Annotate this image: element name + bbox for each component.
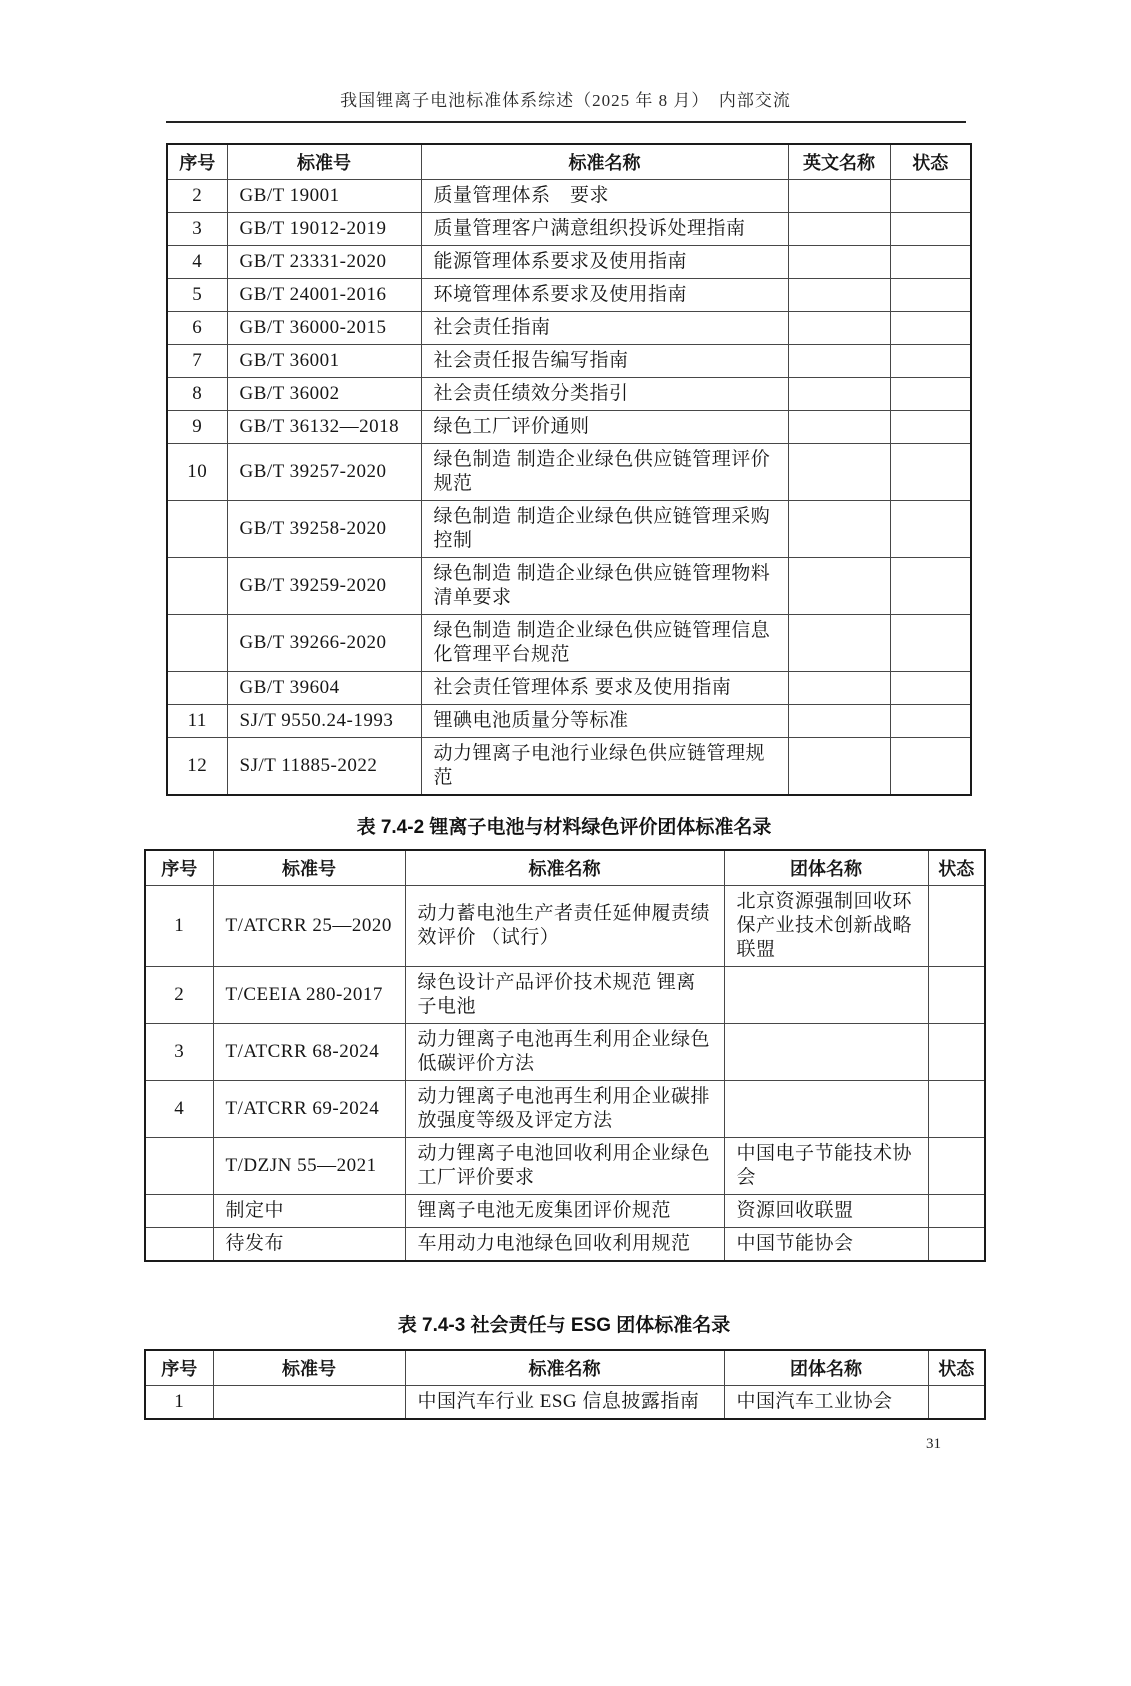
table-row — [145, 1024, 985, 1081]
cell-name: 绿色设计产品评价技术规范 锂离子电池 — [405, 967, 724, 1024]
cell-org: 北京资源强制回收环保产业技术创新战略联盟 — [724, 886, 928, 967]
cell-name: 动力锂离子电池再生利用企业碳排放强度等级及评定方法 — [405, 1081, 724, 1138]
cell-name: 质量管理体系 要求 — [421, 180, 788, 213]
table-row — [167, 615, 971, 672]
cell-status — [890, 672, 971, 705]
col-header-status: 状态 — [928, 1350, 985, 1386]
cell-no: 4 — [167, 246, 227, 279]
cell-code: T/CEEIA 280-2017 — [213, 967, 405, 1024]
col-header-org: 团体名称 — [724, 1350, 928, 1386]
col-header-code: 标准号 — [227, 144, 421, 180]
cell-no: 3 — [145, 1024, 213, 1081]
cell-status — [890, 558, 971, 615]
cell-status — [890, 411, 971, 444]
cell-status — [928, 1138, 985, 1195]
table-row — [145, 1195, 985, 1228]
cell-no: 6 — [167, 312, 227, 345]
table-row — [167, 411, 971, 444]
page-header: 我国锂离子电池标准体系综述（2025 年 8 月） 内部交流 — [340, 91, 791, 110]
cell-name: 动力锂离子电池行业绿色供应链管理规范 — [421, 738, 788, 796]
cell-en — [788, 615, 890, 672]
cell-status — [928, 1024, 985, 1081]
cell-code: T/ATCRR 68-2024 — [213, 1024, 405, 1081]
header-rule — [166, 121, 966, 123]
cell-no — [167, 558, 227, 615]
cell-code: GB/T 39258-2020 — [227, 501, 421, 558]
cell-org: 中国节能协会 — [724, 1228, 928, 1262]
cell-en — [788, 705, 890, 738]
cell-no: 12 — [167, 738, 227, 796]
table-row — [145, 886, 985, 967]
cell-org: 中国汽车工业协会 — [724, 1386, 928, 1420]
col-header-name: 标准名称 — [405, 850, 724, 886]
cell-status — [890, 312, 971, 345]
table-row — [167, 501, 971, 558]
cell-code: SJ/T 9550.24-1993 — [227, 705, 421, 738]
col-header-status: 状态 — [928, 850, 985, 886]
cell-no: 10 — [167, 444, 227, 501]
cell-no — [145, 1138, 213, 1195]
cell-en — [788, 378, 890, 411]
cell-code: GB/T 39266-2020 — [227, 615, 421, 672]
cell-status — [890, 501, 971, 558]
table-row — [167, 378, 971, 411]
table-row — [145, 1138, 985, 1195]
cell-code: T/ATCRR 25—2020 — [213, 886, 405, 967]
cell-en — [788, 312, 890, 345]
cell-en — [788, 501, 890, 558]
cell-code: GB/T 24001-2016 — [227, 279, 421, 312]
cell-name: 社会责任绩效分类指引 — [421, 378, 788, 411]
cell-en — [788, 444, 890, 501]
table-row — [145, 1228, 985, 1262]
cell-en — [788, 411, 890, 444]
cell-en — [788, 345, 890, 378]
cell-status — [890, 246, 971, 279]
table-743-caption: 表 7.4-3 社会责任与 ESG 团体标准名录 — [397, 1315, 731, 1336]
table-row — [167, 180, 971, 213]
cell-no: 4 — [145, 1081, 213, 1138]
cell-status — [890, 615, 971, 672]
cell-en — [788, 558, 890, 615]
esg-group-table-body — [145, 1386, 985, 1420]
cell-en — [788, 180, 890, 213]
table-row — [167, 279, 971, 312]
cell-name: 车用动力电池绿色回收利用规范 — [405, 1228, 724, 1262]
cell-code: GB/T 39604 — [227, 672, 421, 705]
cell-status — [890, 378, 971, 411]
green-group-table-body — [145, 886, 985, 1262]
green-group-standards-table — [144, 849, 986, 1262]
col-header-code: 标准号 — [213, 850, 405, 886]
cell-status — [890, 444, 971, 501]
cell-name: 锂离子电池无废集团评价规范 — [405, 1195, 724, 1228]
col-header-status: 状态 — [890, 144, 971, 180]
cell-status — [890, 213, 971, 246]
cell-no: 1 — [145, 1386, 213, 1420]
esg-group-standards-table — [144, 1349, 986, 1420]
cell-no: 3 — [167, 213, 227, 246]
cell-status — [928, 1195, 985, 1228]
cell-en — [788, 213, 890, 246]
cell-no — [167, 501, 227, 558]
cell-en — [788, 738, 890, 796]
cell-no: 2 — [167, 180, 227, 213]
cell-code: GB/T 36001 — [227, 345, 421, 378]
cell-no — [167, 672, 227, 705]
cell-code: 待发布 — [213, 1228, 405, 1262]
table-row — [167, 246, 971, 279]
cell-code: GB/T 39259-2020 — [227, 558, 421, 615]
cell-code: GB/T 39257-2020 — [227, 444, 421, 501]
cell-status — [890, 705, 971, 738]
cell-name: 绿色制造 制造企业绿色供应链管理评价规范 — [421, 444, 788, 501]
cell-name: 社会责任指南 — [421, 312, 788, 345]
cell-org — [724, 1024, 928, 1081]
cell-en — [788, 246, 890, 279]
cell-name: 绿色制造 制造企业绿色供应链管理采购控制 — [421, 501, 788, 558]
cell-name: 能源管理体系要求及使用指南 — [421, 246, 788, 279]
cell-status — [928, 1081, 985, 1138]
cell-code: GB/T 23331-2020 — [227, 246, 421, 279]
col-header-name: 标准名称 — [405, 1350, 724, 1386]
cell-status — [890, 345, 971, 378]
col-header-code: 标准号 — [213, 1350, 405, 1386]
cell-code: GB/T 19001 — [227, 180, 421, 213]
cell-status — [890, 279, 971, 312]
table-row — [145, 967, 985, 1024]
cell-name: 社会责任报告编写指南 — [421, 345, 788, 378]
cell-code: GB/T 36132—2018 — [227, 411, 421, 444]
cell-no: 8 — [167, 378, 227, 411]
cell-code: 制定中 — [213, 1195, 405, 1228]
table-row — [167, 444, 971, 501]
table-row — [167, 213, 971, 246]
cell-no: 5 — [167, 279, 227, 312]
header-row — [167, 144, 971, 180]
cell-org: 中国电子节能技术协会 — [724, 1138, 928, 1195]
cell-name: 动力锂离子电池再生利用企业绿色低碳评价方法 — [405, 1024, 724, 1081]
gb-standards-table — [166, 143, 972, 796]
table-row — [167, 558, 971, 615]
cell-no: 9 — [167, 411, 227, 444]
cell-name: 动力蓄电池生产者责任延伸履责绩效评价 （试行） — [405, 886, 724, 967]
header-row — [145, 850, 985, 886]
table-row — [167, 312, 971, 345]
cell-status — [890, 180, 971, 213]
col-header-name: 标准名称 — [421, 144, 788, 180]
cell-status — [890, 738, 971, 796]
cell-org — [724, 1081, 928, 1138]
cell-no — [167, 615, 227, 672]
table-row — [167, 705, 971, 738]
cell-name: 绿色工厂评价通则 — [421, 411, 788, 444]
cell-status — [928, 1386, 985, 1420]
cell-name: 绿色制造 制造企业绿色供应链管理物料清单要求 — [421, 558, 788, 615]
cell-no: 2 — [145, 967, 213, 1024]
col-header-no: 序号 — [145, 1350, 213, 1386]
header-row — [145, 1350, 985, 1386]
cell-no: 7 — [167, 345, 227, 378]
cell-en — [788, 279, 890, 312]
green-group-table-head — [145, 850, 985, 886]
col-header-org: 团体名称 — [724, 850, 928, 886]
cell-code — [213, 1386, 405, 1420]
gb-standards-table-head — [167, 144, 971, 180]
cell-name: 中国汽车行业 ESG 信息披露指南 — [405, 1386, 724, 1420]
col-header-no: 序号 — [167, 144, 227, 180]
cell-name: 绿色制造 制造企业绿色供应链管理信息化管理平台规范 — [421, 615, 788, 672]
gb-standards-table-body — [167, 180, 971, 796]
cell-name: 质量管理客户满意组织投诉处理指南 — [421, 213, 788, 246]
cell-code: T/DZJN 55—2021 — [213, 1138, 405, 1195]
cell-code: SJ/T 11885-2022 — [227, 738, 421, 796]
cell-no — [145, 1195, 213, 1228]
cell-name: 社会责任管理体系 要求及使用指南 — [421, 672, 788, 705]
cell-code: GB/T 19012-2019 — [227, 213, 421, 246]
table-row — [167, 672, 971, 705]
cell-en — [788, 672, 890, 705]
table-row — [167, 345, 971, 378]
cell-name: 锂碘电池质量分等标准 — [421, 705, 788, 738]
cell-name: 环境管理体系要求及使用指南 — [421, 279, 788, 312]
esg-group-table-head — [145, 1350, 985, 1386]
col-header-en: 英文名称 — [788, 144, 890, 180]
cell-org — [724, 967, 928, 1024]
cell-status — [928, 1228, 985, 1262]
cell-code: T/ATCRR 69-2024 — [213, 1081, 405, 1138]
col-header-no: 序号 — [145, 850, 213, 886]
cell-code: GB/T 36002 — [227, 378, 421, 411]
cell-status — [928, 886, 985, 967]
cell-no — [145, 1228, 213, 1262]
page-number: 31 — [926, 1436, 941, 1452]
table-742-caption: 表 7.4-2 锂离子电池与材料绿色评价团体标准名录 — [356, 817, 772, 838]
cell-code: GB/T 36000-2015 — [227, 312, 421, 345]
cell-org: 资源回收联盟 — [724, 1195, 928, 1228]
cell-no: 1 — [145, 886, 213, 967]
table-row — [145, 1081, 985, 1138]
table-row — [145, 1386, 985, 1420]
cell-name: 动力锂离子电池回收利用企业绿色工厂评价要求 — [405, 1138, 724, 1195]
cell-status — [928, 967, 985, 1024]
table-row — [167, 738, 971, 796]
cell-no: 11 — [167, 705, 227, 738]
